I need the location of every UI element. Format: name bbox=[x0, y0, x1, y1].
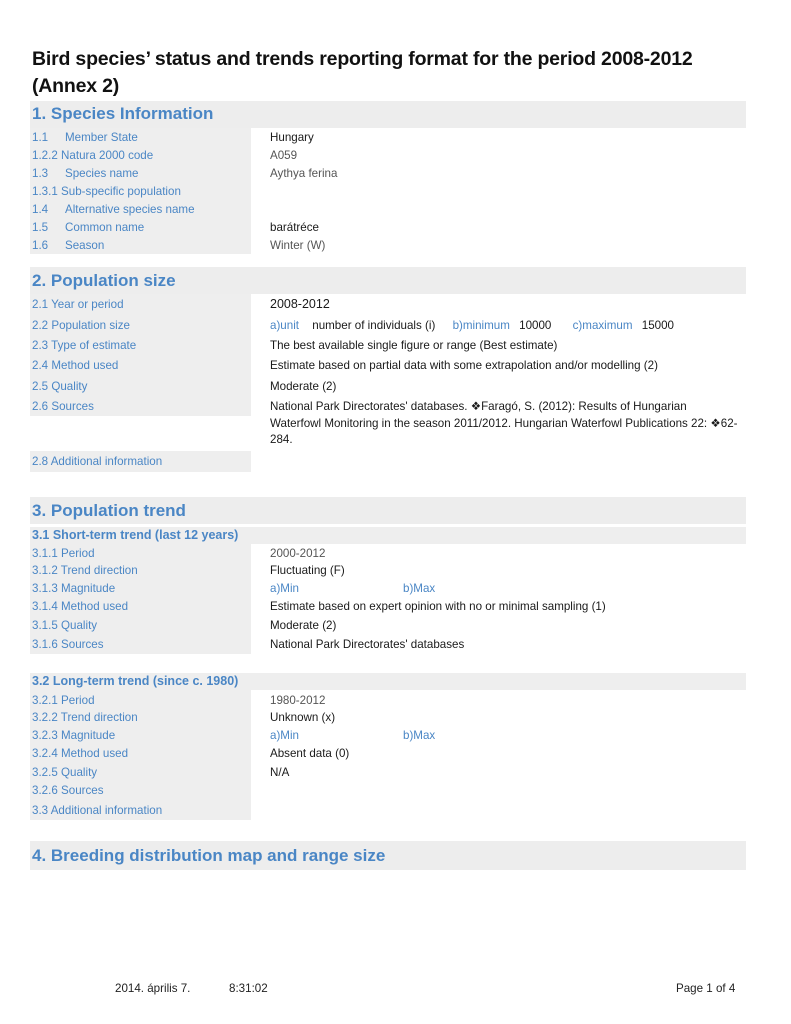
method-used-label: 2.4 Method used bbox=[32, 359, 119, 372]
footer-date: 2014. április 7. bbox=[115, 982, 191, 995]
short-quality-value: Moderate (2) bbox=[270, 619, 337, 632]
long-direction-value: Unknown (x) bbox=[270, 711, 336, 724]
section-3-title: 3. Population trend bbox=[32, 501, 186, 520]
long-magnitude-label: 3.2.3 Magnitude bbox=[32, 729, 116, 742]
section-2-title: 2. Population size bbox=[32, 271, 176, 290]
row-common-name-label: 1.5 Common name bbox=[32, 221, 145, 234]
short-period-label: 3.1.1 Period bbox=[32, 547, 95, 560]
short-quality-label: 3.1.5 Quality bbox=[32, 619, 98, 632]
maximum-label: c)maximum bbox=[572, 319, 633, 332]
year-period-label: 2.1 Year or period bbox=[32, 298, 124, 311]
long-term-title: 3.2 Long-term trend (since c. 1980) bbox=[32, 674, 239, 688]
estimate-type-label: 2.3 Type of estimate bbox=[32, 339, 137, 352]
minimum-label: b)minimum bbox=[452, 319, 510, 332]
row-season-value: Winter (W) bbox=[270, 239, 326, 252]
estimate-type-value: The best available single figure or range (Best estimate) bbox=[270, 339, 558, 352]
short-sources-value: National Park Directorates' databases bbox=[270, 638, 465, 651]
unit-value: number of individuals (i) bbox=[312, 319, 436, 332]
row-member-state-value: Hungary bbox=[270, 131, 314, 144]
sources-value: National Park Directorates' databases. ❖Faragó, S. (2012): Results of Hungarian Waterfowl Monitoring in the season 2011/2012. Hungarian Waterfowl Publications 22: ❖62-284. bbox=[270, 400, 738, 446]
row-natura-code-label: 1.2.2 Natura 2000 code bbox=[32, 149, 154, 162]
unit-label: a)unit bbox=[270, 319, 300, 332]
footer-time: 8:31:02 bbox=[229, 982, 268, 995]
document-title: Bird species’ status and trends reporting format for the period 2008-2012 (Annex 2) bbox=[32, 48, 693, 97]
long-method-value: Absent data (0) bbox=[270, 747, 350, 760]
long-quality-value: N/A bbox=[270, 766, 290, 779]
row-subspecific-label: 1.3.1 Sub-specific population bbox=[32, 185, 181, 198]
maximum-value: 15000 bbox=[641, 319, 675, 332]
short-term-title: 3.1 Short-term trend (last 12 years) bbox=[32, 528, 239, 542]
long-period-label: 3.2.1 Period bbox=[32, 694, 95, 707]
additional-info-label: 2.8 Additional information bbox=[32, 455, 163, 468]
trend-additional-info-label: 3.3 Additional information bbox=[32, 804, 163, 817]
short-direction-label: 3.1.2 Trend direction bbox=[32, 564, 138, 577]
short-sources-label: 3.1.6 Sources bbox=[32, 638, 104, 651]
quality-value: Moderate (2) bbox=[270, 380, 337, 393]
short-direction-value: Fluctuating (F) bbox=[270, 564, 345, 577]
row-member-state-label: 1.1 Member State bbox=[32, 131, 138, 144]
short-magnitude-label: 3.1.3 Magnitude bbox=[32, 582, 116, 595]
long-method-label: 3.2.4 Method used bbox=[32, 747, 129, 760]
short-max-label: b)Max bbox=[403, 582, 436, 595]
long-min-label: a)Min bbox=[270, 729, 299, 742]
minimum-value: 10000 bbox=[519, 319, 552, 332]
sources-label: 2.6 Sources bbox=[32, 400, 94, 413]
short-method-value: Estimate based on expert opinion with no or minimal sampling (1) bbox=[270, 600, 606, 613]
footer-page-number: Page 1 of 4 bbox=[676, 982, 736, 995]
population-size-values bbox=[270, 319, 674, 332]
long-max-label: b)Max bbox=[403, 729, 436, 742]
population-size-label: 2.2 Population size bbox=[32, 319, 130, 332]
short-method-label: 3.1.4 Method used bbox=[32, 600, 129, 613]
long-direction-label: 3.2.2 Trend direction bbox=[32, 711, 138, 724]
quality-label: 2.5 Quality bbox=[32, 380, 88, 393]
long-quality-label: 3.2.5 Quality bbox=[32, 766, 98, 779]
row-species-name-label: 1.3 Species name bbox=[32, 167, 139, 180]
short-period-value: 2000-2012 bbox=[270, 547, 326, 560]
long-period-value: 1980-2012 bbox=[270, 694, 326, 707]
long-sources-label: 3.2.6 Sources bbox=[32, 784, 104, 797]
row-season-label: 1.6 Season bbox=[32, 239, 105, 252]
method-used-value: Estimate based on partial data with some extrapolation and/or modelling (2) bbox=[270, 359, 658, 372]
row-common-name-value: barátréce bbox=[270, 221, 319, 234]
year-period-value: 2008-2012 bbox=[270, 297, 330, 311]
section-4-title: 4. Breeding distribution map and range size bbox=[32, 846, 386, 865]
section-2-label-column bbox=[30, 294, 251, 416]
row-species-name-value: Aythya ferina bbox=[270, 167, 338, 180]
row-alt-name-label: 1.4 Alternative species name bbox=[32, 203, 195, 216]
section-1-title: 1. Species Information bbox=[32, 104, 214, 123]
row-natura-code-value: A059 bbox=[270, 149, 298, 162]
short-min-label: a)Min bbox=[270, 582, 299, 595]
